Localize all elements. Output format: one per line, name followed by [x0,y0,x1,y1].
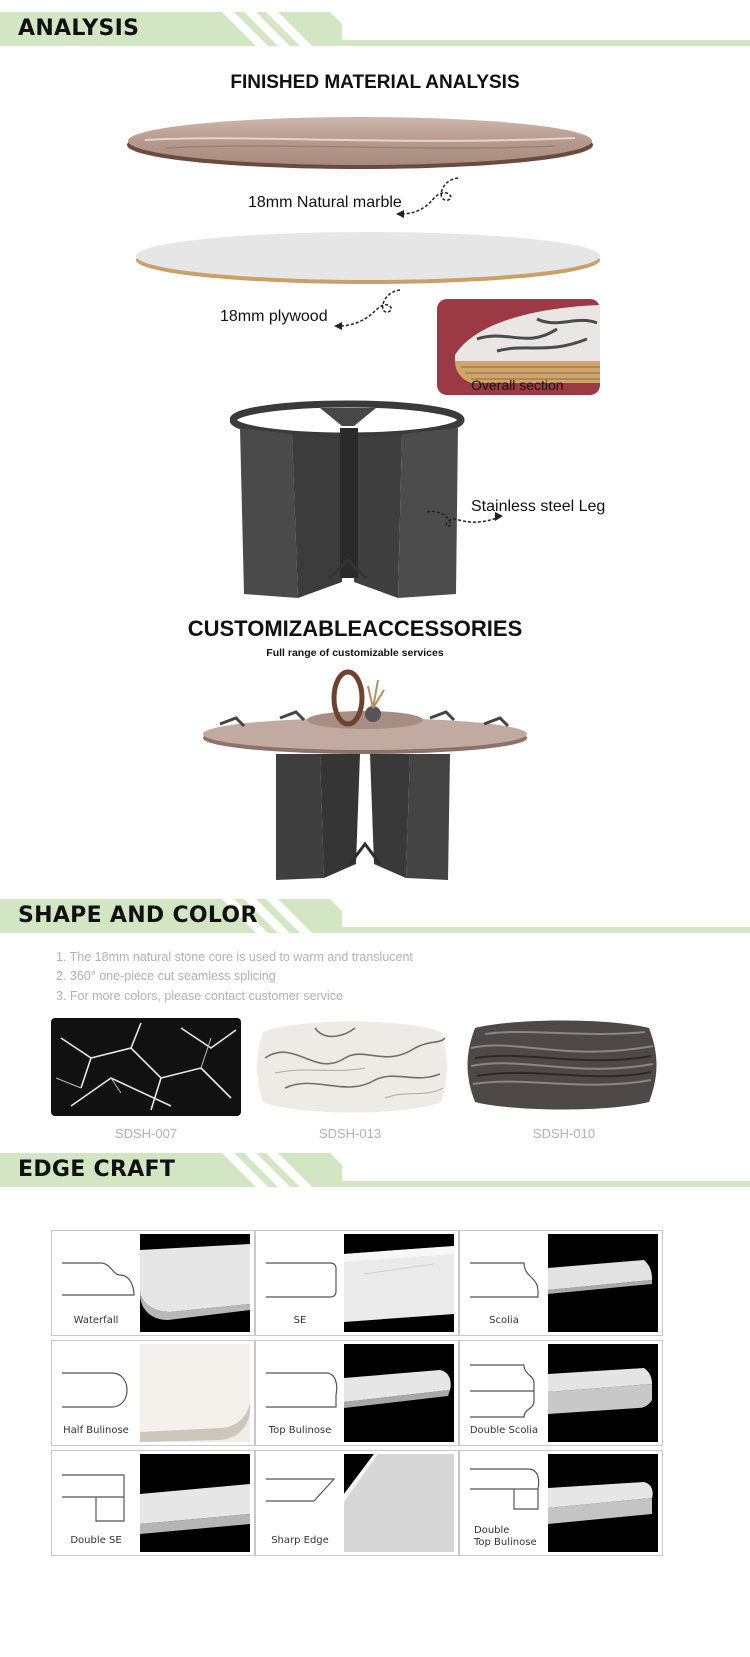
edge-option-label: Double Top Bulinose [474,1525,537,1548]
swatch-white-marble[interactable] [255,1018,449,1116]
edge-photo [548,1234,658,1332]
edge-photo [548,1454,658,1552]
edge-option-label: Double SE [70,1535,122,1546]
edge-option-label: Waterfall [73,1315,119,1326]
edge-profile-icon [264,1251,344,1311]
edge-profile-icon [468,1361,548,1421]
edge-option-top-bulinose[interactable] [255,1340,459,1446]
edge-photo [344,1454,454,1552]
edge-option-waterfall[interactable] [51,1230,255,1336]
edge-profile-icon [264,1361,344,1421]
edge-photo [140,1234,250,1332]
edge-option-sharp-edge[interactable] [255,1450,459,1556]
edge-profile-icon [468,1465,548,1525]
section-title: SHAPE AND COLOR [18,903,258,928]
edge-option-label: Top Bulinose [268,1425,332,1436]
edge-option-half-bulinose[interactable] [51,1340,255,1446]
overall-section-panel [437,299,600,395]
swatch-code: SDSH-013 [318,1126,382,1141]
plywood-pointer-icon [330,288,402,332]
edge-option-label: SE [293,1315,307,1326]
section-banner-shape-color [0,899,750,935]
edge-photo [140,1344,250,1442]
steel-leg-image [230,398,480,608]
banner-stripes-decoration [222,1153,342,1187]
edge-photo [140,1454,250,1552]
swatch-black-marble[interactable] [51,1018,241,1116]
accessories-title: CUSTOMIZABLEACCESSORIES [187,616,523,641]
leg-label: Stainless steel Leg [471,498,606,515]
note-item: 2. 360° one-piece cut seamless splicing [56,969,276,983]
plywood-layer-image [134,226,602,288]
accessories-subtitle: Full range of customizable services [266,647,444,659]
dining-table-image [200,668,530,886]
edge-profile-icon [60,1361,140,1421]
edge-photo [548,1344,658,1442]
section-banner-analysis [0,12,750,48]
edge-option-scolia[interactable] [459,1230,663,1336]
edge-profile-icon [60,1251,140,1311]
marble-pointer-icon [390,174,460,220]
section-banner-edge-craft [0,1153,750,1189]
marble-label: 18mm Natural marble [248,194,402,211]
edge-photo [344,1344,454,1442]
edge-profile-icon [264,1471,344,1531]
section-title: EDGE CRAFT [18,1157,176,1182]
swatch-grey-marble[interactable] [465,1018,659,1112]
edge-option-double-scolia[interactable] [459,1340,663,1446]
edge-option-double-se[interactable] [51,1450,255,1556]
banner-stripes-decoration [222,12,342,46]
edge-photo [344,1234,454,1332]
edge-option-label: Double Scolia [469,1425,539,1436]
note-item: 1. The 18mm natural stone core is used to warm and translucent [56,950,413,964]
edge-option-se[interactable] [255,1230,459,1336]
edge-profile-icon [60,1471,140,1531]
swatch-code: SDSH-010 [532,1126,596,1141]
analysis-title: FINISHED MATERIAL ANALYSIS [230,72,520,93]
section-label: Overall section [471,377,564,393]
edge-profile-icon [468,1251,548,1311]
leg-pointer-icon [425,504,505,536]
plywood-label: 18mm plywood [220,308,328,325]
marble-top-image [125,112,595,172]
note-item: 3. For more colors, please contact customer service [56,989,343,1003]
edge-option-double-top-bulinose[interactable] [459,1450,663,1556]
section-title: ANALYSIS [18,16,140,41]
swatch-code: SDSH-007 [114,1126,178,1141]
edge-option-label: Scolia [489,1315,519,1326]
edge-option-label: Sharp Edge [271,1535,329,1546]
edge-option-label: Half Bulinose [63,1425,129,1436]
